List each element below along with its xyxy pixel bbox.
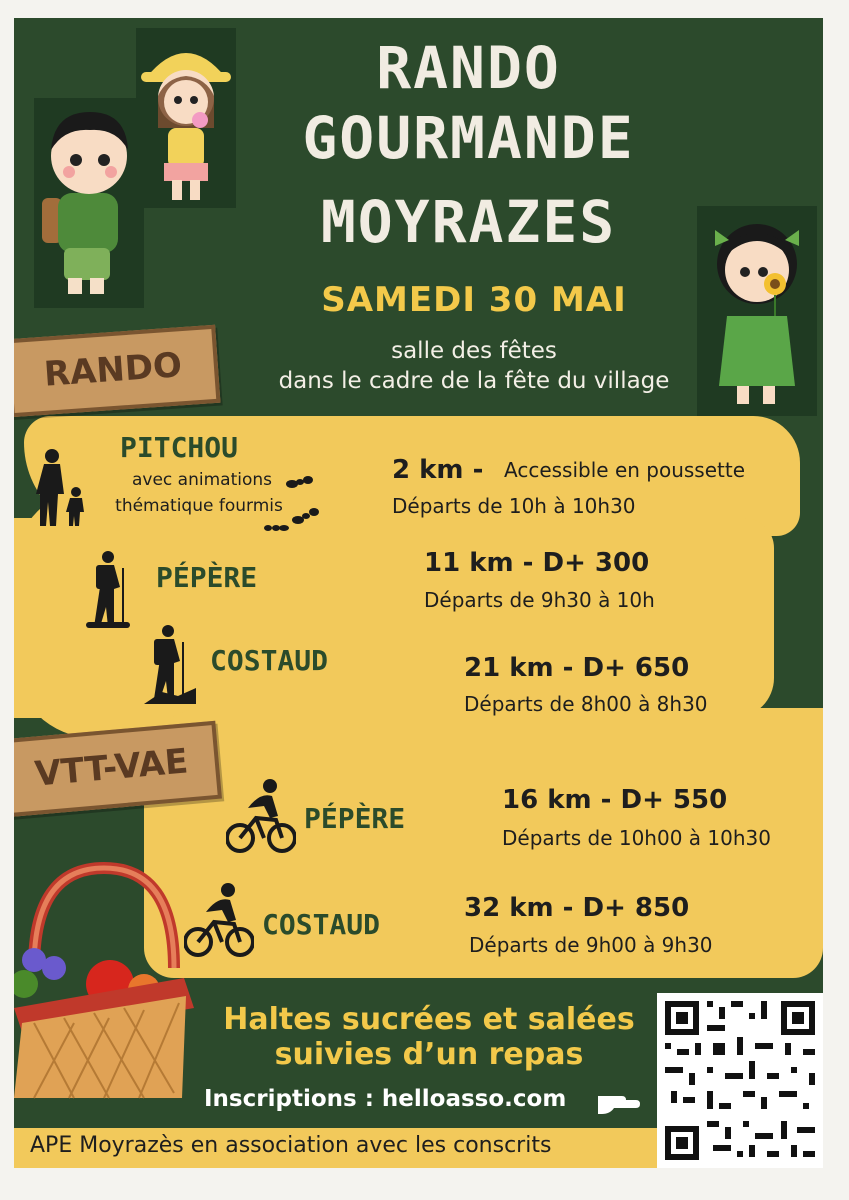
pitchou-note: Accessible en poussette — [504, 458, 746, 482]
footer-text: APE Moyrazès en association avec les conscrits — [30, 1133, 552, 1158]
girl-flower-illustration — [697, 206, 817, 416]
picnic-basket-illustration — [14, 858, 194, 1108]
pitchou-departs: Départs de 10h à 10h30 — [392, 494, 636, 518]
venue-line-1: salle des fêtes — [391, 338, 557, 364]
rando-pepere-departs: Départs de 9h30 à 10h — [424, 588, 655, 612]
title-line-3: MOYRAZES — [320, 188, 617, 256]
vtt-costaud-label: COSTAUD — [262, 908, 381, 941]
girl-icecream-illustration — [136, 28, 236, 208]
haltes-line-1: Haltes sucrées et salées — [223, 1002, 635, 1037]
pitchou-label: PITCHOU — [120, 431, 239, 464]
pointing-hand-icon — [596, 1086, 640, 1114]
pitchou-desc-2: thématique fourmis — [115, 496, 283, 516]
inscriptions-text: Inscriptions : helloasso.com — [204, 1086, 567, 1112]
poster — [14, 18, 823, 1168]
rando-pepere-label: PÉPÈRE — [156, 561, 258, 594]
vtt-pepere-label: PÉPÈRE — [304, 802, 406, 835]
mountain-hiker-icon — [144, 624, 196, 704]
title-line-1: RANDO — [376, 34, 561, 102]
title-line-2: GOURMANDE — [302, 104, 635, 172]
venue-line-2: dans le cadre de la fête du village — [278, 368, 670, 394]
boy-hiker-illustration — [34, 98, 144, 308]
rando-costaud-label: COSTAUD — [210, 644, 329, 677]
vtt-pepere-distance: 16 km - D+ 550 — [502, 785, 728, 815]
vtt-costaud-distance: 32 km - D+ 850 — [464, 893, 690, 923]
hiker-child-icon — [34, 448, 92, 528]
qr-code-graphic — [657, 993, 823, 1168]
rando-sign: RANDO — [14, 325, 220, 417]
ant-icon — [264, 468, 328, 540]
rando-costaud-distance: 21 km - D+ 650 — [464, 653, 690, 683]
vtt-sign: VTT-VAE — [14, 721, 222, 817]
pitchou-desc-1: avec animations — [131, 470, 272, 490]
cyclist-icon — [184, 882, 254, 960]
qr-code-icon[interactable] — [657, 993, 823, 1168]
rando-costaud-departs: Départs de 8h00 à 8h30 — [464, 692, 708, 716]
rando-pepere-distance: 11 km - D+ 300 — [424, 548, 650, 578]
haltes-line-2: suivies d’un repas — [274, 1037, 584, 1072]
pitchou-distance: 2 km - — [392, 455, 484, 485]
vtt-pepere-departs: Départs de 10h00 à 10h30 — [502, 826, 771, 850]
hiker-icon — [84, 550, 136, 628]
cyclist-icon — [226, 778, 296, 856]
vtt-costaud-departs: Départs de 9h00 à 9h30 — [469, 933, 713, 957]
event-date: SAMEDI 30 MAI — [321, 280, 627, 320]
